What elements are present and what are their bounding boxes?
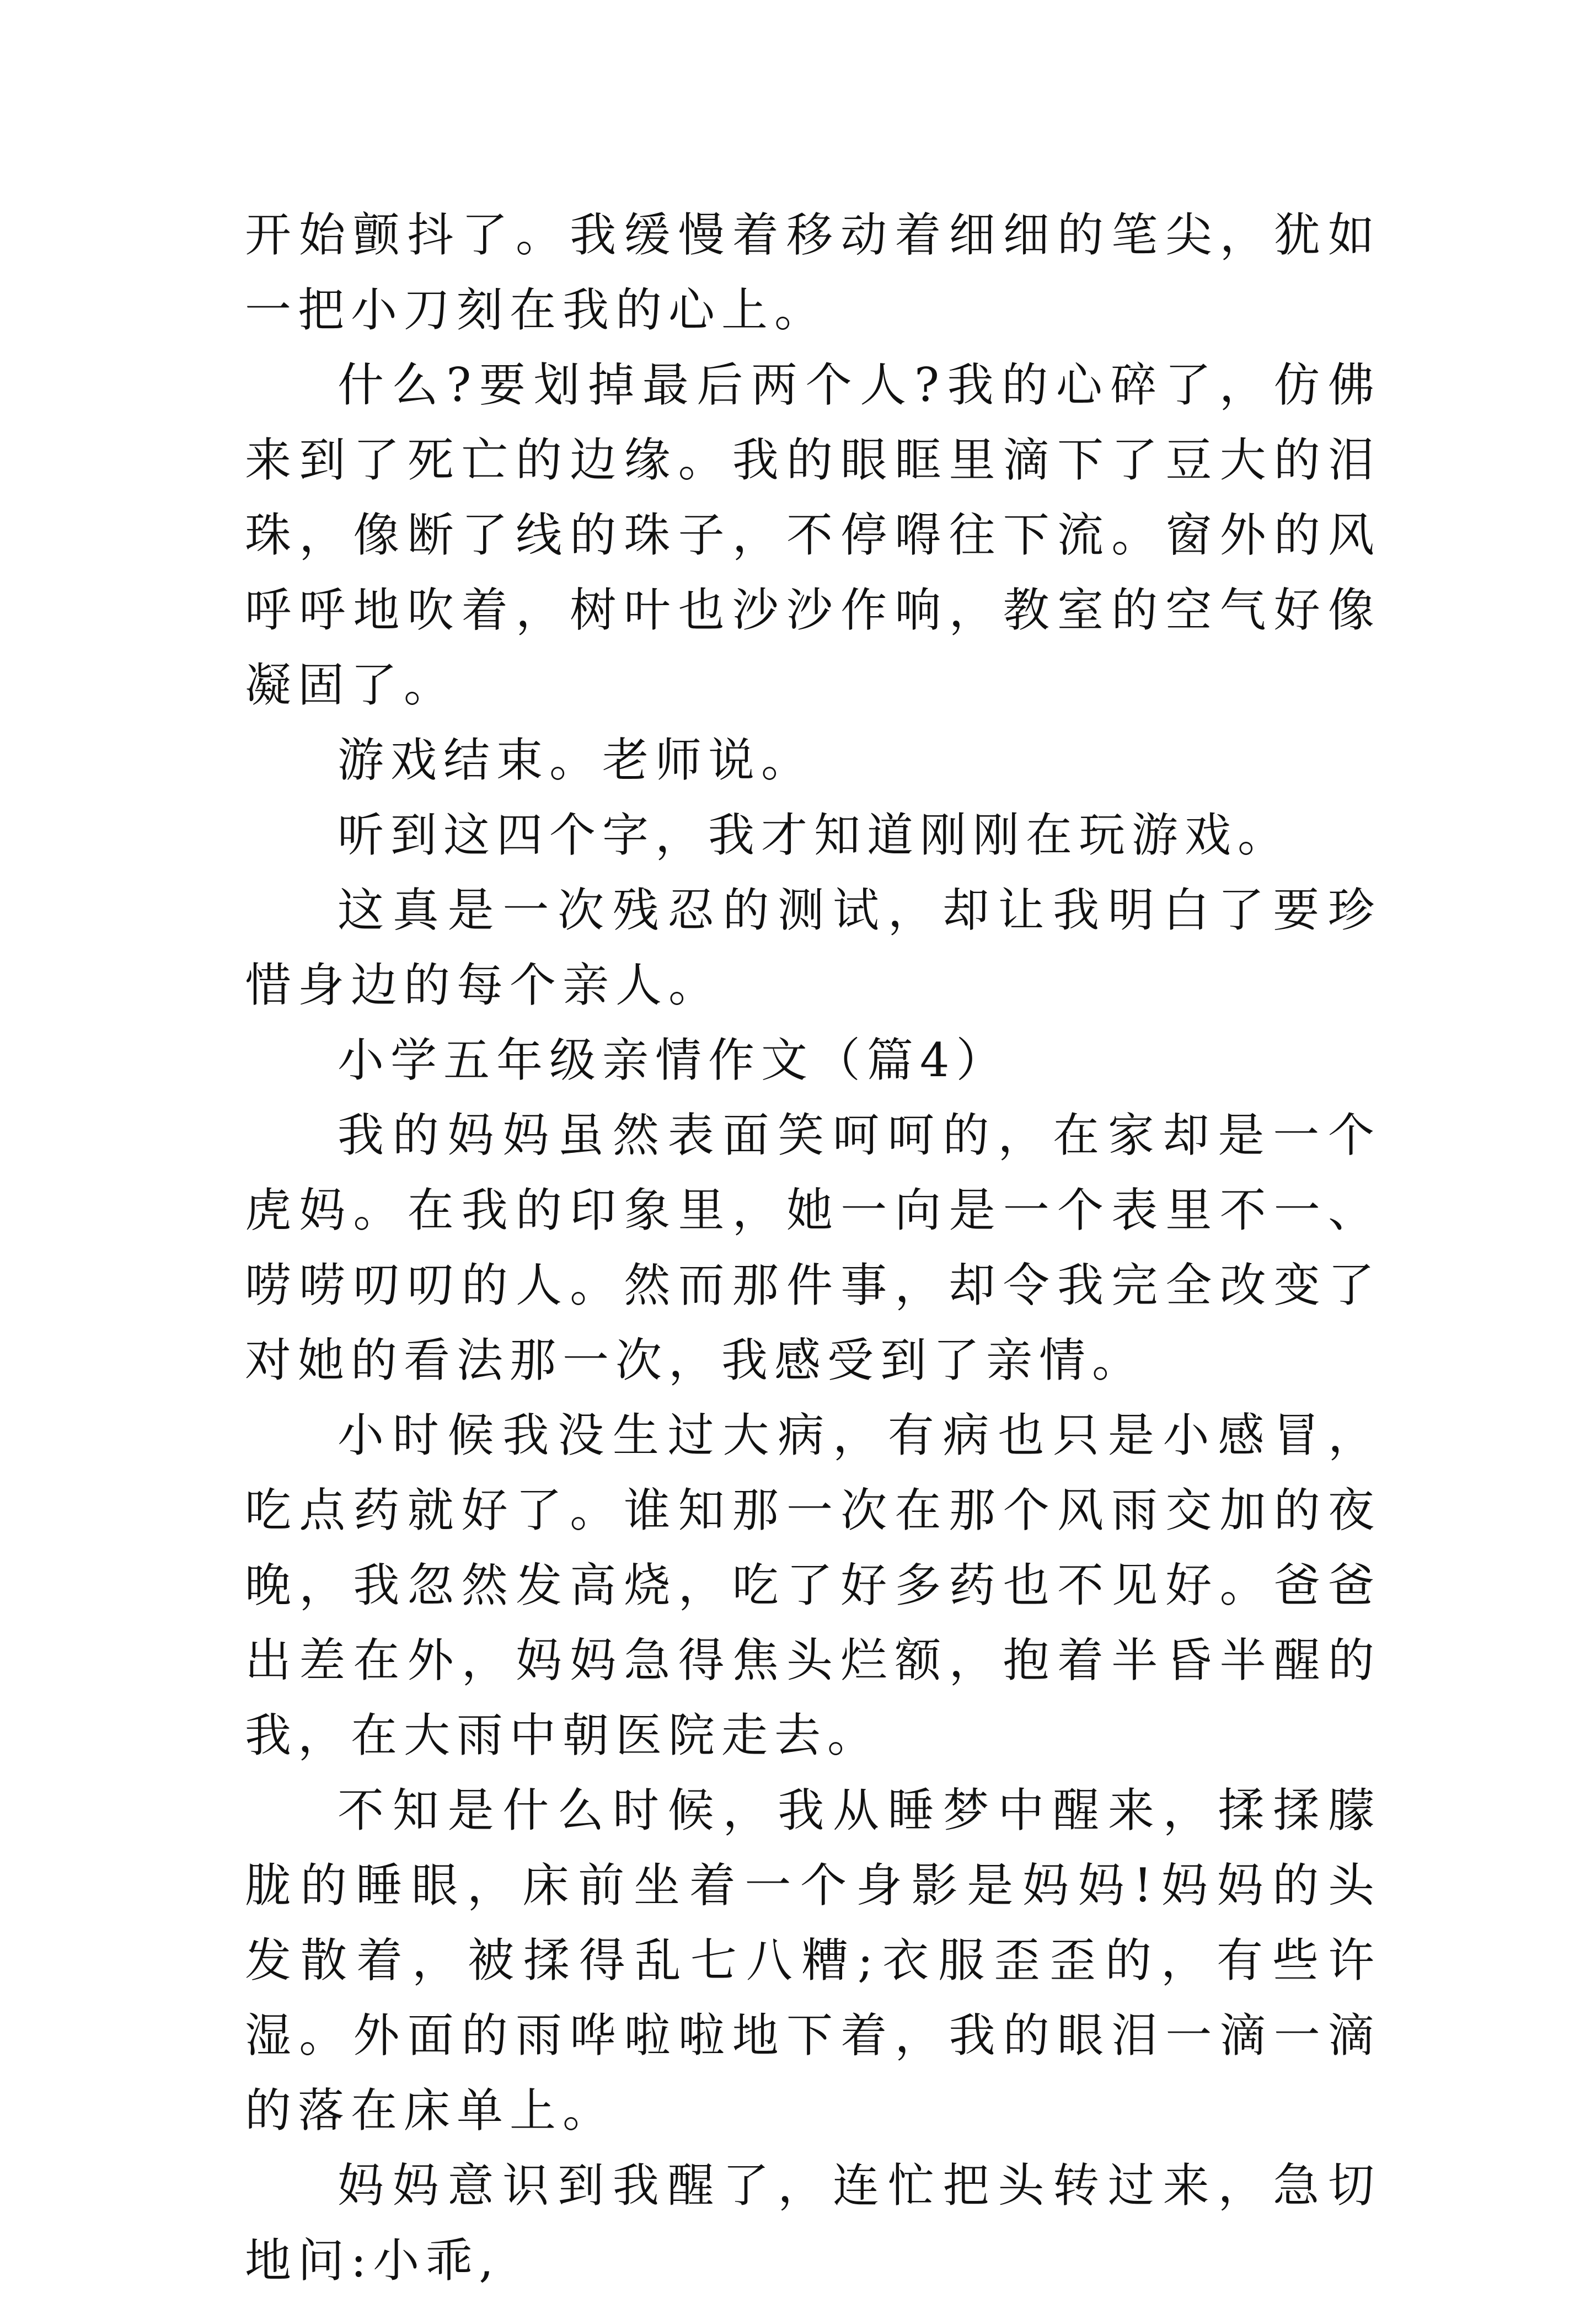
paragraph-7: 我的妈妈虽然表面笑呵呵的，在家却是一个虎妈。在我的印象里，她一向是一个表里不一、唠唠叨叨的人。然而那件事，却令我完全改变了对她的看法那一次，我感受到了亲情。 (245, 1108, 1381, 1387)
paragraph-9: 不知是什么时候，我从睡梦中醒来，揉揉朦胧的睡眼，床前坐着一个身影是妈妈!妈妈的头发散着，被揉得乱七八糟;衣服歪歪的，有些许湿。外面的雨哗啦啦地下着，我的眼泪一滴一滴的落在床单上。 (245, 1783, 1381, 2137)
paragraph-1: 开始颤抖了。我缓慢着移动着细细的笔尖，犹如一把小刀刻在我的心上。 (245, 208, 1381, 337)
paragraph-4: 听到这四个字，我才知道刚刚在玩游戏。 (338, 808, 1291, 862)
paragraph-5: 这真是一次残忍的测试，却让我明白了要珍惜身边的每个亲人。 (245, 883, 1381, 1012)
section-heading: 小学五年级亲情作文（篇4） (338, 1033, 1009, 1087)
paragraph-3: 游戏结束。老师说。 (338, 733, 815, 787)
paragraph-8: 小时候我没生过大病，有病也只是小感冒，吃点药就好了。谁知那一次在那个风雨交加的夜晚，我忽然发高烧，吃了好多药也不见好。爸爸出差在外，妈妈急得焦头烂额，抱着半昏半醒的我，在大雨中朝医院走去。 (245, 1408, 1381, 1762)
paragraph-2: 什么?要划掉最后两个人?我的心碎了，仿佛来到了死亡的边缘。我的眼眶里滴下了豆大的泪珠，像断了线的珠子，不停嘚往下流。窗外的风呼呼地吹着，树叶也沙沙作响，教室的空气好像凝固了。 (245, 358, 1381, 712)
paragraph-10: 妈妈意识到我醒了，连忙把头转过来，急切地问:小乖, (245, 2158, 1381, 2288)
essay-body (245, 197, 1381, 2298)
